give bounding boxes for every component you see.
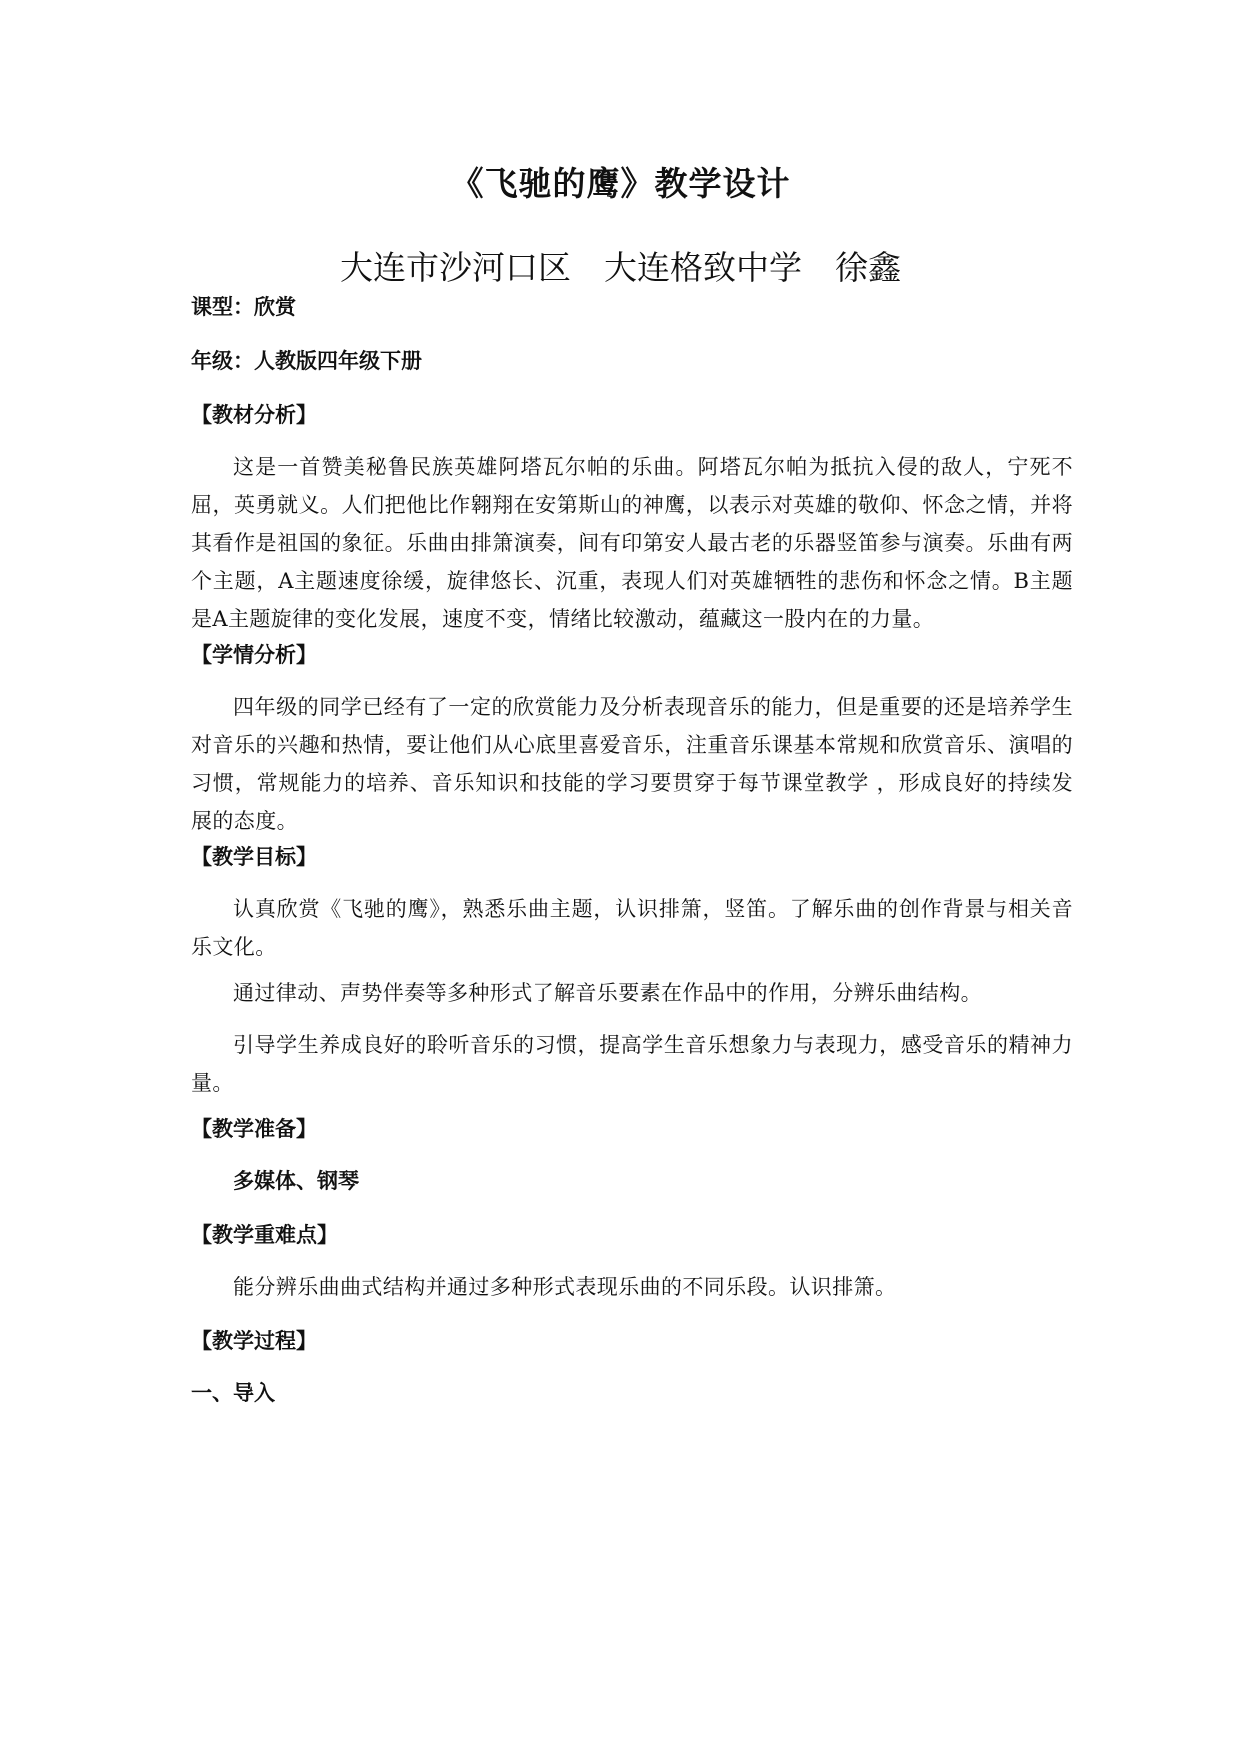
course-type: 课型：欣赏 [191,294,296,319]
teaching-goal-paragraph: 通过律动、声势伴奏等多种形式了解音乐要素在作品中的作用，分辨乐曲结构。 [233,981,982,1005]
teaching-goal-paragraph: 认真欣赏《飞驰的鹰》，熟悉乐曲主题，认识排箫，竖笛。了解乐曲的创作背景与相关音乐文化。 [191,897,1073,959]
student-analysis-paragraph: 四年级的同学已经有了一定的欣赏能力及分析表现音乐的能力，但是重要的还是培养学生对音乐的兴趣和热情，要让他们从心底里喜爱音乐，注重音乐课基本常规和欣赏音乐、演唱的习惯，常规能力的培养、音乐知识和技能的学习要贯穿于每节课堂教学 ，形成良好的持续发展的态度。 [191,695,1073,833]
key-points-paragraph: 能分辨乐曲曲式结构并通过多种形式表现乐曲的不同乐段。认识排箫。 [233,1275,897,1299]
process-step-heading: 一、导入 [191,1380,275,1405]
section-heading-student-analysis: 【学情分析】 [191,642,317,667]
section-heading-teaching-process: 【教学过程】 [191,1328,317,1353]
material-analysis-paragraph: 这是一首赞美秘鲁民族英雄阿塔瓦尔帕的乐曲。阿塔瓦尔帕为抵抗入侵的敌人，宁死不屈，英勇就义。人们把他比作翱翔在安第斯山的神鹰，以表示对英雄的敬仰、怀念之情，并将其看作是祖国的象征。乐曲由排箫演奏，间有印第安人最古老的乐器竖笛参与演奏。乐曲有两个主题，A主题速度徐缓，旋律悠长、沉重，表现人们对英雄牺牲的悲伤和怀念之情。B主题是A主题旋律的变化发展，速度不变，情绪比较激动，蕴藏这一股内在的力量。 [191,455,1073,631]
teaching-goal-paragraph: 引导学生养成良好的聆听音乐的习惯，提高学生音乐想象力与表现力，感受音乐的精神力量。 [191,1033,1073,1095]
grade-info: 年级：人教版四年级下册 [191,348,422,373]
author-line: 大连市沙河口区 大连格致中学 徐鑫 [340,248,901,287]
section-heading-material-analysis: 【教材分析】 [191,402,317,427]
section-heading-teaching-preparation: 【教学准备】 [191,1116,317,1141]
document-title: 《飞驰的鹰》教学设计 [450,164,791,203]
section-heading-teaching-goals: 【教学目标】 [191,844,317,869]
teaching-preparation-item: 多媒体、钢琴 [233,1168,359,1193]
section-heading-key-points: 【教学重难点】 [191,1222,338,1247]
